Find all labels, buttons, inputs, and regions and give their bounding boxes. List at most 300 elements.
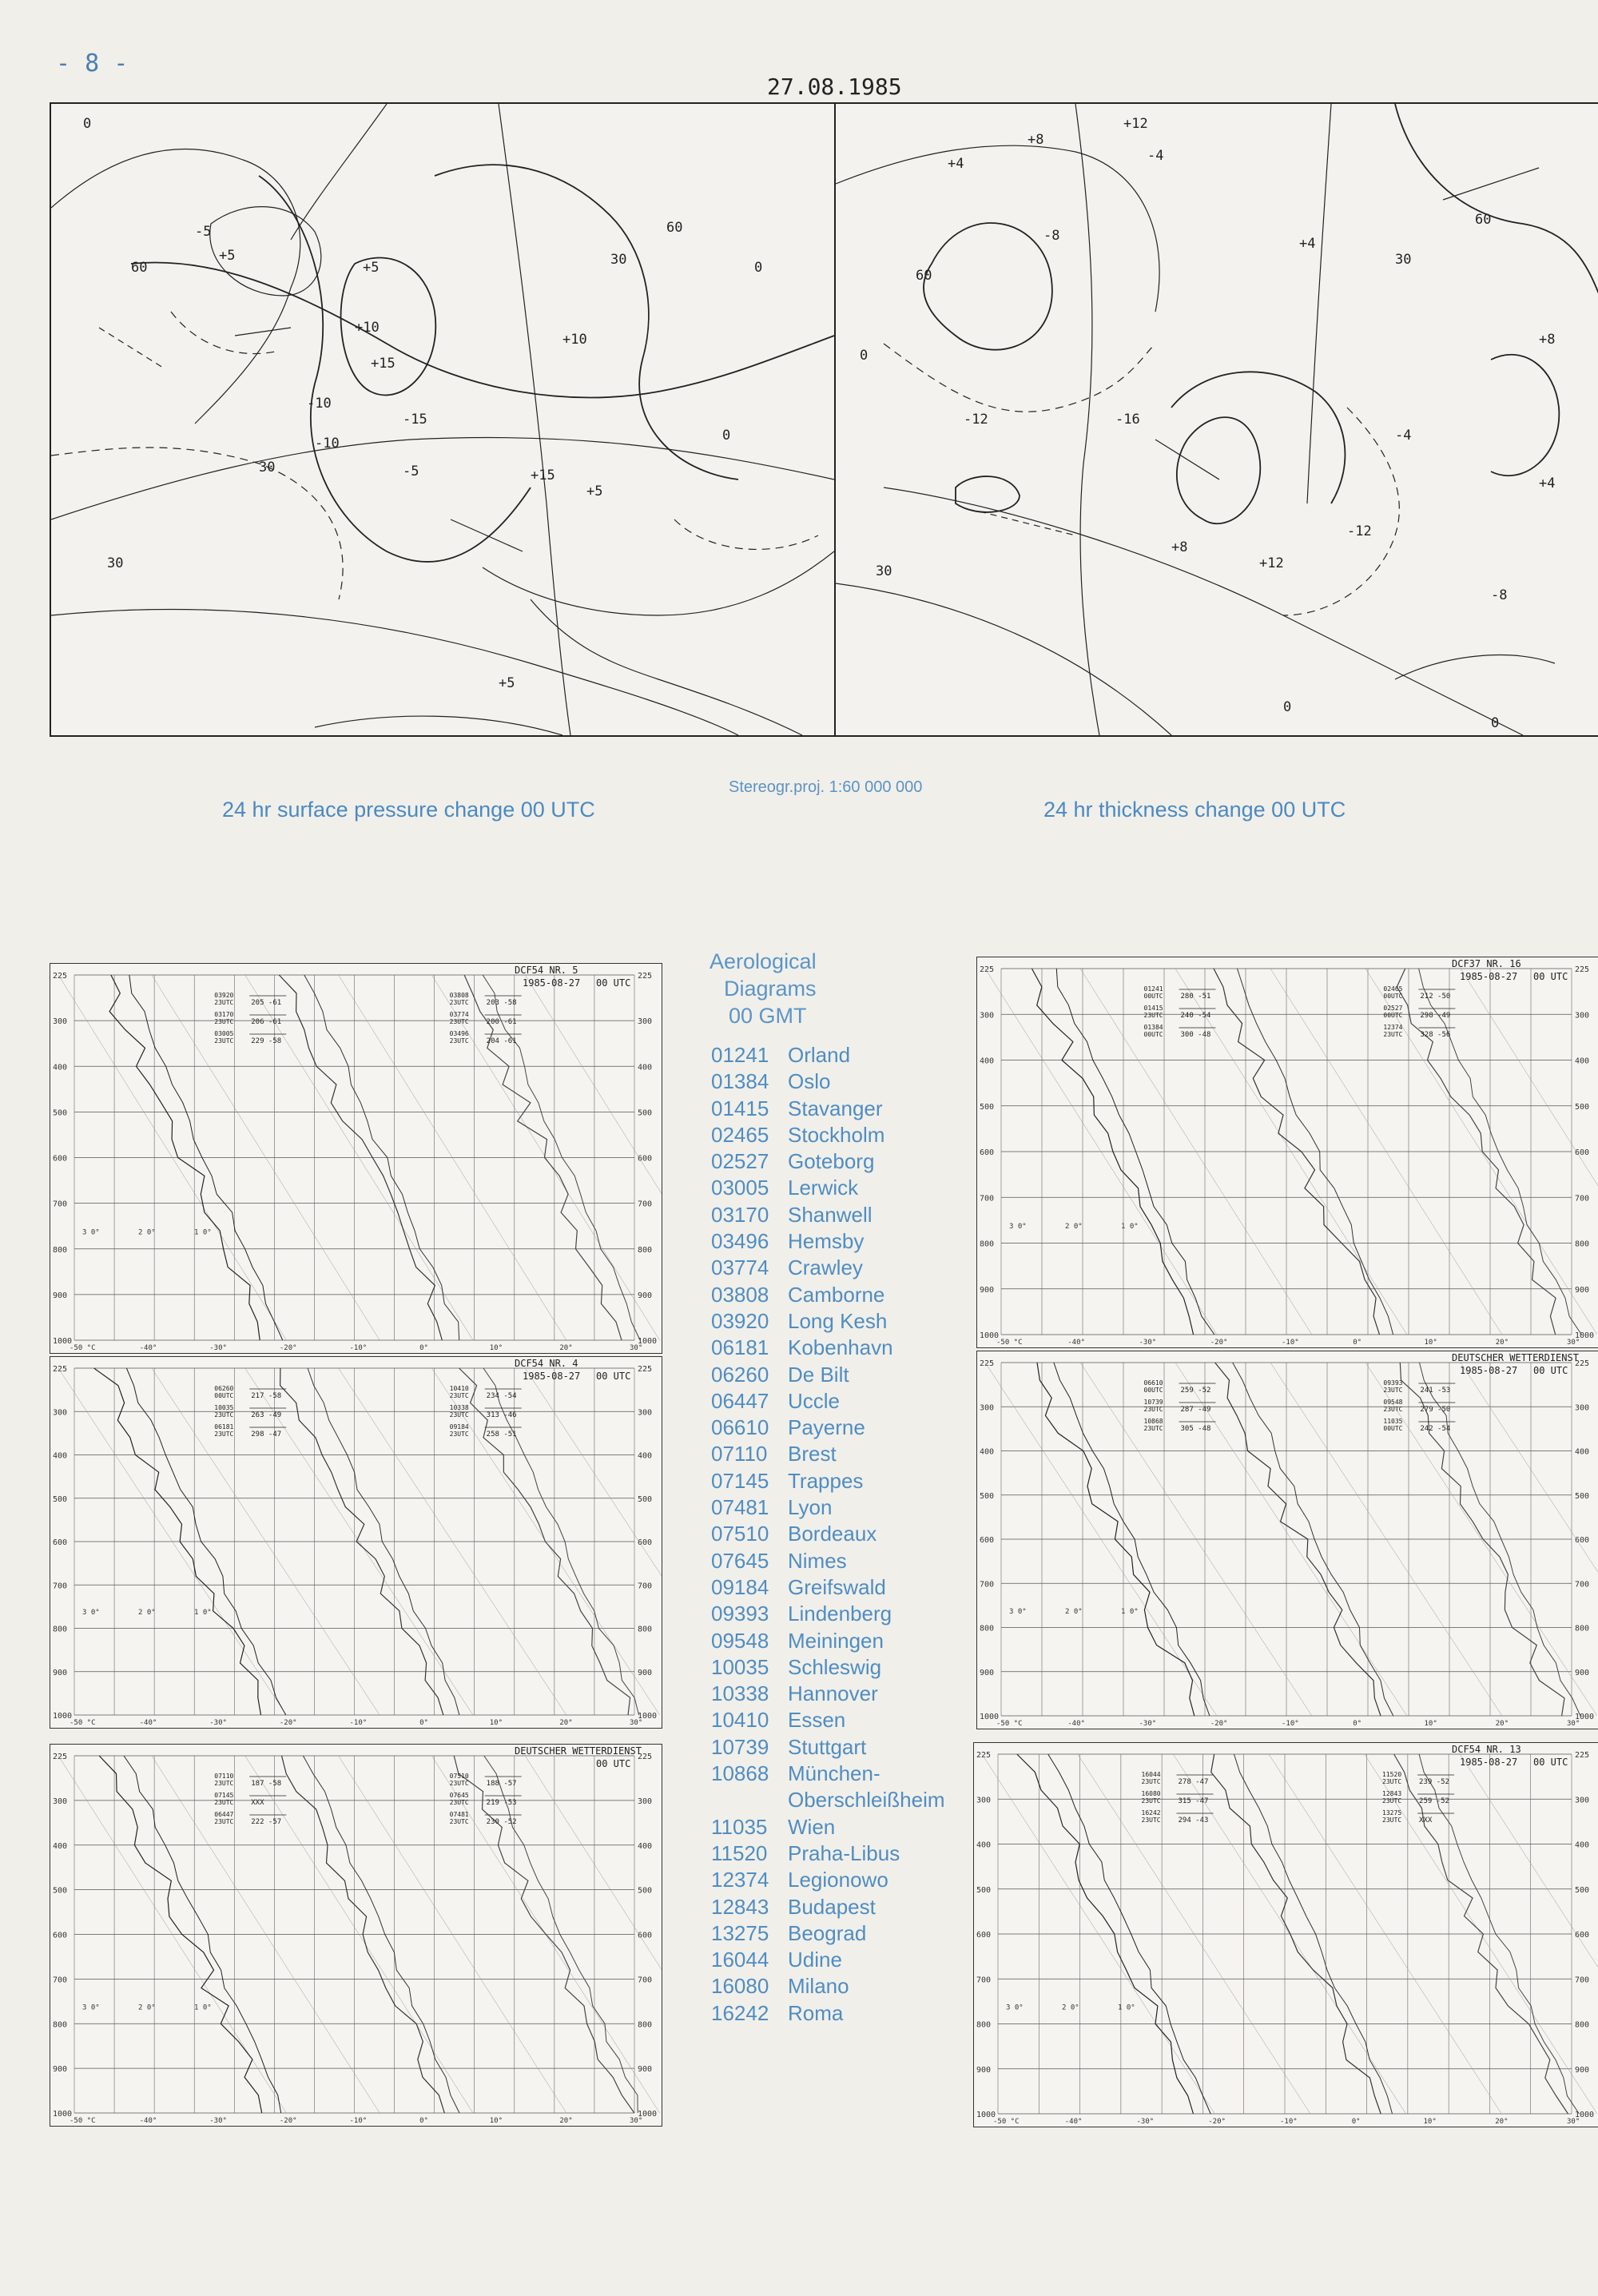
temperature-tick-label: -50 °C — [996, 1339, 1023, 1347]
temperature-tick-label: 10° — [1424, 1339, 1437, 1347]
temperature-tick-label: -10° — [1282, 1339, 1299, 1347]
map-label: -10 — [307, 396, 332, 412]
temperature-tick-label: -20° — [279, 1719, 297, 1727]
pressure-level-label: 600 — [53, 1538, 68, 1547]
pressure-level-label: 500 — [980, 1491, 995, 1501]
map-label: 60 — [1475, 212, 1492, 228]
station-box-value: 229 -58 — [251, 1037, 282, 1045]
pressure-level-label: 500 — [53, 1886, 68, 1896]
station-box-value: XXX — [251, 1799, 264, 1807]
diagram-drawing — [50, 1357, 662, 1728]
station-code: 03170 — [711, 1202, 769, 1227]
station-box-time: 23UTC — [1382, 1778, 1402, 1785]
station-list-item — [711, 1335, 945, 1361]
mixing-ratio-label: 3 0° — [1006, 2004, 1024, 2012]
pressure-level-label: 1000 — [1575, 2111, 1595, 2119]
station-code: 10410 — [711, 1708, 769, 1733]
pressure-level-label: 700 — [53, 1582, 68, 1591]
pressure-level-label: 600 — [638, 1538, 653, 1547]
station-code: 12843 — [711, 1894, 769, 1919]
isoline — [956, 476, 1020, 512]
aerological-diagram — [973, 1742, 1598, 2127]
temperature-tick-label: -10° — [349, 1344, 368, 1352]
station-list-item — [711, 1681, 945, 1707]
pressure-level-label: 225 — [53, 1365, 68, 1374]
station-name: Shanwell — [788, 1202, 873, 1227]
station-list-item — [711, 1096, 945, 1122]
temperature-tick-label: 30° — [630, 2117, 643, 2125]
station-code: 09184 — [711, 1574, 769, 1599]
diagram-date: 1985-08-27 — [1460, 1757, 1518, 1768]
pressure-level-label: 600 — [53, 1154, 68, 1164]
station-box-value: 278 -47 — [1178, 1778, 1209, 1786]
station-box-time: 23UTC — [214, 1018, 234, 1025]
pressure-level-label: 700 — [53, 1976, 68, 1985]
station-name: Long Kesh — [788, 1308, 888, 1333]
temperature-tick-label: -40° — [1067, 1720, 1085, 1728]
pressure-level-label: 400 — [53, 1841, 68, 1851]
mixing-ratio-label: 1 0° — [194, 2004, 212, 2012]
pressure-level-label: 500 — [53, 1494, 68, 1504]
station-box-value: 204 -61 — [486, 1037, 517, 1045]
map-label: -5 — [403, 464, 419, 479]
station-box-value: 234 -54 — [486, 1392, 517, 1400]
station-name: Wien — [788, 1814, 836, 1839]
map-label: 0 — [1491, 715, 1500, 731]
station-box-value: 259 -52 — [1419, 1797, 1449, 1805]
station-box-id: 11520 — [1382, 1771, 1402, 1778]
station-code: 10035 — [711, 1654, 769, 1679]
pressure-level-label: 225 — [53, 1753, 68, 1761]
page-number: - 8 - — [56, 50, 129, 78]
station-code: 11520 — [711, 1840, 768, 1865]
pressure-level-label: 400 — [638, 1451, 653, 1461]
pressure-level-label: 900 — [638, 2065, 653, 2075]
station-list — [711, 1042, 945, 2027]
pressure-level-label: 800 — [638, 1625, 653, 1634]
legend-title — [710, 948, 817, 1029]
station-name: Beograd — [788, 1920, 867, 1945]
station-box-value: 313 -46 — [486, 1411, 517, 1419]
map-label: +15 — [371, 356, 396, 372]
station-box-id: 10338 — [449, 1404, 469, 1411]
station-list-item — [711, 1707, 945, 1733]
station-box-value: 217 -58 — [251, 1392, 282, 1400]
station-box-time: 23UTC — [1383, 1031, 1403, 1038]
temperature-tick-label: -40° — [1064, 2118, 1083, 2126]
meridian — [1075, 104, 1099, 735]
station-list-item — [711, 1255, 945, 1281]
station-box-time: 00UTC — [214, 1392, 234, 1399]
pressure-level-label: 800 — [976, 2020, 992, 2030]
pressure-level-label: 700 — [53, 1200, 68, 1209]
temperature-tick-label: -50 °C — [70, 2117, 96, 2125]
station-box-id: 03005 — [214, 1030, 234, 1037]
station-box-time: 23UTC — [449, 1411, 469, 1419]
pressure-level-label: 700 — [980, 1580, 995, 1590]
pressure-level-label: 1000 — [1575, 1331, 1595, 1340]
station-name: De Bilt — [788, 1362, 849, 1387]
station-box-id: 02527 — [1383, 1005, 1403, 1012]
station-list-item — [711, 1601, 945, 1627]
pressure-level-label: 800 — [53, 2020, 68, 2030]
pressure-level-label: 1000 — [976, 2111, 996, 2119]
pressure-level-label: 600 — [1575, 1931, 1590, 1940]
temperature-tick-label: 30° — [630, 1719, 643, 1727]
station-box-time: 23UTC — [214, 1431, 234, 1438]
station-box-time: 23UTC — [449, 1780, 469, 1787]
station-box-time: 23UTC — [449, 1037, 469, 1045]
station-box-time: 00UTC — [1383, 993, 1403, 1000]
station-name: Payerne — [788, 1415, 865, 1440]
station-box-time: 00UTC — [1383, 1012, 1403, 1019]
pressure-level-label: 500 — [1575, 1102, 1590, 1112]
station-code: 06260 — [711, 1362, 769, 1387]
diagram-date: 1985-08-27 — [1460, 971, 1518, 982]
pressure-level-label: 300 — [53, 1797, 68, 1806]
pressure-level-label: 900 — [980, 1285, 995, 1295]
mixing-ratio-label: 3 0° — [82, 1609, 100, 1618]
pressure-level-label: 300 — [638, 1017, 653, 1027]
map-label: -15 — [403, 412, 427, 428]
temperature-tick-label: -30° — [209, 2117, 227, 2125]
station-code: 07481 — [711, 1495, 769, 1520]
station-box-id: 06447 — [214, 1811, 234, 1818]
pressure-level-label: 400 — [53, 1451, 68, 1461]
pressure-level-label: 700 — [638, 1582, 653, 1591]
pressure-level-label: 1000 — [980, 1713, 1000, 1721]
aerological-diagram — [50, 1744, 662, 2127]
legend-title-line: Diagrams — [724, 977, 817, 1001]
station-box-value: 206 -61 — [251, 1018, 282, 1026]
station-code: 02465 — [711, 1122, 769, 1147]
thickness-change-map — [834, 102, 1598, 737]
station-code: 09393 — [711, 1602, 769, 1626]
pressure-level-label: 300 — [53, 1408, 68, 1418]
station-box-value: 242 -54 — [1420, 1425, 1451, 1433]
thickness-map-caption: 24 hr thickness change 00 UTC — [1043, 798, 1346, 822]
pressure-level-label: 400 — [980, 1056, 995, 1066]
diagram-time: 00 UTC — [596, 1758, 631, 1769]
isoline — [924, 223, 1052, 350]
coastline — [51, 149, 300, 424]
mixing-ratio-label: 2 0° — [138, 1609, 156, 1618]
pressure-level-label: 900 — [638, 1291, 653, 1300]
station-name: Meiningen — [788, 1628, 884, 1653]
temperature-tick-label: -20° — [1210, 1339, 1228, 1347]
diagram-header: DEUTSCHER WETTERDIENST — [515, 1745, 642, 1757]
station-box-time: 23UTC — [1383, 1406, 1403, 1413]
temperature-tick-label: 0° — [419, 2117, 428, 2125]
temperature-tick-label: 30° — [1567, 2118, 1580, 2126]
temperature-tick-label: -10° — [349, 1719, 368, 1727]
station-box-id: 12374 — [1383, 1024, 1403, 1031]
track-arrow — [980, 511, 1075, 535]
coastline — [1395, 655, 1555, 679]
track-arrow — [235, 328, 291, 336]
isoline-dashed — [674, 519, 818, 549]
station-code: 16044 — [711, 1948, 769, 1972]
map-label: 0 — [754, 260, 763, 276]
station-box-time: 23UTC — [214, 1780, 234, 1787]
pressure-level-label: 300 — [1575, 1796, 1590, 1805]
station-code: 11035 — [711, 1814, 768, 1839]
station-box-id: 03774 — [449, 1011, 469, 1018]
parallel — [884, 487, 1523, 735]
station-name: Lindenberg — [788, 1602, 892, 1626]
pressure-level-label: 800 — [1575, 1240, 1590, 1249]
station-list-item — [711, 1920, 945, 1947]
temperature-tick-label: -30° — [1139, 1339, 1157, 1347]
pressure-level-label: 700 — [980, 1194, 995, 1204]
station-box-id: 16080 — [1141, 1790, 1161, 1797]
pressure-level-label: 1000 — [1575, 1713, 1595, 1721]
station-code: 03774 — [711, 1255, 769, 1280]
station-code: 02527 — [711, 1149, 769, 1174]
parallel — [51, 437, 834, 519]
diagram-date: 1985-08-27 — [523, 1371, 581, 1382]
station-box-value: 298 -49 — [1420, 1012, 1451, 1020]
station-list-item — [711, 1042, 945, 1068]
track-arrow — [99, 328, 163, 368]
pressure-level-label: 900 — [53, 1668, 68, 1677]
temperature-tick-label: -20° — [279, 1344, 297, 1352]
map-label: -12 — [964, 412, 988, 428]
station-list-item — [711, 1148, 945, 1175]
temperature-tick-label: -50 °C — [70, 1344, 96, 1352]
station-name: Orland — [788, 1043, 851, 1067]
mixing-ratio-label: 2 0° — [138, 2004, 156, 2012]
map-label: +10 — [562, 332, 587, 348]
legend-title-line: Aerological — [710, 949, 817, 973]
station-box-value: 230 -52 — [486, 1818, 517, 1826]
pressure-level-label: 800 — [53, 1245, 68, 1255]
mixing-ratio-label: 3 0° — [1009, 1607, 1027, 1616]
temperature-tick-label: 30° — [630, 1344, 643, 1352]
map-label: -16 — [1115, 412, 1140, 428]
station-box-time: 23UTC — [449, 1799, 469, 1806]
station-box-time: 23UTC — [449, 999, 469, 1006]
station-box-id: 12843 — [1382, 1790, 1402, 1797]
station-box-value: 328 -56 — [1420, 1031, 1451, 1039]
station-name: Roma — [788, 2000, 844, 2025]
pressure-level-label: 1000 — [638, 1337, 658, 1346]
station-list-item — [711, 1282, 945, 1308]
station-box-value: 279 -50 — [1420, 1406, 1451, 1414]
pressure-level-label: 800 — [980, 1240, 995, 1249]
pressure-level-label: 500 — [976, 1885, 992, 1895]
temperature-tick-label: 10° — [489, 1719, 503, 1727]
station-list-item — [711, 1122, 945, 1148]
pressure-level-label: 400 — [1575, 1840, 1590, 1850]
station-box-id: 03808 — [449, 992, 469, 999]
mixing-ratio-label: 3 0° — [82, 1228, 100, 1237]
diagram-header: DCF37 NR. 16 — [1452, 958, 1521, 969]
temperature-tick-label: 0° — [419, 1719, 428, 1727]
station-code: 03920 — [711, 1308, 769, 1333]
station-box-id: 09548 — [1383, 1399, 1403, 1406]
mixing-ratio-label: 1 0° — [1118, 2004, 1135, 2012]
station-code: 06610 — [711, 1415, 769, 1440]
station-name: Lyon — [788, 1495, 833, 1520]
aerological-diagram — [976, 1351, 1598, 1729]
station-box-id: 10035 — [214, 1404, 234, 1411]
isoline-dashed — [884, 344, 1155, 412]
pressure-level-label: 500 — [1575, 1491, 1590, 1501]
station-box-id: 06610 — [1143, 1379, 1163, 1387]
coastline — [531, 599, 802, 735]
station-name: Trappes — [788, 1468, 864, 1493]
station-list-item — [711, 1973, 945, 2000]
station-name: Hannover — [788, 1681, 878, 1706]
diagram-drawing — [50, 964, 662, 1353]
pressure-level-label: 600 — [980, 1536, 995, 1545]
map-label: +8 — [1028, 132, 1044, 148]
station-list-item — [711, 1787, 945, 1813]
mixing-ratio-label: 1 0° — [1121, 1223, 1139, 1232]
mixing-ratio-label: 2 0° — [1065, 1223, 1083, 1232]
temperature-tick-label: -20° — [1210, 1720, 1228, 1728]
temperature-tick-label: -30° — [209, 1719, 227, 1727]
station-code: 09548 — [711, 1628, 769, 1653]
temperature-tick-label: 20° — [559, 1719, 573, 1727]
pressure-level-label: 225 — [1575, 965, 1590, 974]
diagram-time: 00 UTC — [1533, 1757, 1568, 1768]
station-box-time: 23UTC — [214, 1037, 234, 1045]
pressure-level-label: 600 — [53, 1931, 68, 1940]
coastline — [836, 145, 1159, 312]
station-name: Milano — [788, 1974, 849, 1999]
isoline — [435, 165, 738, 479]
station-list-item — [711, 1628, 945, 1654]
station-list-item — [711, 1494, 945, 1521]
pressure-level-label: 800 — [1575, 1624, 1590, 1633]
pressure-level-label: 800 — [638, 1245, 653, 1255]
diagram-time: 00 UTC — [1533, 1365, 1568, 1376]
station-box-time: 23UTC — [214, 1411, 234, 1419]
pressure-level-label: 225 — [1575, 1359, 1590, 1368]
station-box-value: 300 -48 — [1180, 1031, 1211, 1039]
temperature-tick-label: 0° — [1353, 1720, 1362, 1728]
temperature-tick-label: 0° — [1351, 2118, 1361, 2126]
pressure-level-label: 800 — [980, 1624, 995, 1633]
station-list-item — [711, 1362, 945, 1388]
temperature-tick-label: -30° — [1139, 1720, 1157, 1728]
pressure-level-label: 400 — [1575, 1447, 1590, 1457]
station-box-value: XXX — [1419, 1817, 1433, 1824]
pressure-level-label: 400 — [976, 1840, 992, 1850]
surface-pressure-change-map — [50, 102, 836, 737]
pressure-level-label: 1000 — [53, 1337, 73, 1346]
station-list-item — [711, 1761, 945, 1787]
station-list-item — [711, 1441, 945, 1467]
station-box-time: 23UTC — [1141, 1797, 1161, 1805]
temperature-tick-label: 10° — [1424, 1720, 1437, 1728]
isoline — [315, 716, 562, 735]
station-box-id: 07481 — [449, 1811, 469, 1818]
pressure-level-label: 225 — [1575, 1751, 1590, 1760]
temperature-tick-label: -50 °C — [996, 1720, 1023, 1728]
station-box-time: 23UTC — [449, 1431, 469, 1438]
pressure-level-label: 500 — [53, 1108, 68, 1118]
station-list-item — [711, 1308, 945, 1335]
map-label: -12 — [1347, 523, 1372, 539]
station-name: Nimes — [788, 1548, 847, 1573]
station-box-id: 10410 — [449, 1385, 469, 1392]
station-box-id: 01384 — [1143, 1024, 1163, 1031]
map-label: +5 — [499, 675, 515, 691]
station-box-id: 13275 — [1382, 1809, 1402, 1817]
station-name: Camborne — [788, 1282, 885, 1307]
pressure-level-label: 225 — [53, 972, 68, 981]
map-label: 30 — [107, 555, 124, 571]
temperature-tick-label: -10° — [349, 2117, 368, 2125]
station-list-item — [711, 2000, 945, 2027]
parallel — [836, 583, 1171, 735]
station-box-time: 23UTC — [1141, 1817, 1161, 1824]
pressure-level-label: 300 — [1575, 1011, 1590, 1021]
map-label: -4 — [1147, 148, 1164, 164]
pressure-level-label: 700 — [976, 1976, 992, 1985]
station-box-value: 294 -43 — [1178, 1817, 1209, 1824]
station-name: Greifswald — [788, 1574, 886, 1599]
coastline — [483, 551, 834, 615]
pressure-level-label: 900 — [980, 1668, 995, 1677]
pressure-level-label: 225 — [980, 1359, 995, 1368]
projection-note: Stereogr.proj. 1:60 000 000 — [729, 778, 923, 796]
pressure-level-label: 600 — [980, 1148, 995, 1157]
pressure-level-label: 500 — [638, 1886, 653, 1896]
pressure-level-label: 300 — [638, 1408, 653, 1418]
diagram-drawing — [977, 1351, 1598, 1729]
pressure-level-label: 300 — [980, 1011, 995, 1021]
station-box-value: 219 -53 — [486, 1799, 517, 1807]
map-label: 60 — [666, 220, 683, 236]
map-label: -10 — [315, 436, 340, 452]
station-box-time: 00UTC — [1143, 993, 1163, 1000]
pressure-level-label: 600 — [976, 1931, 992, 1940]
mixing-ratio-label: 3 0° — [1009, 1223, 1027, 1232]
map-label: 30 — [1395, 252, 1412, 268]
station-name: Lerwick — [788, 1176, 859, 1200]
map-label: +4 — [948, 156, 964, 172]
station-box-time: 23UTC — [1143, 1012, 1163, 1019]
diagram-header: DEUTSCHER WETTERDIENST — [1452, 1352, 1579, 1363]
pressure-level-label: 300 — [53, 1017, 68, 1027]
station-name: Kobenhavn — [788, 1335, 893, 1360]
pressure-level-label: 225 — [980, 965, 995, 974]
station-name: Goteborg — [788, 1149, 875, 1174]
station-box-time: 00UTC — [1143, 1031, 1163, 1038]
map-label: +10 — [355, 320, 380, 336]
station-box-time: 00UTC — [1143, 1387, 1163, 1394]
station-box-id: 03920 — [214, 992, 234, 999]
station-box-time: 23UTC — [214, 1799, 234, 1806]
temperature-tick-label: 20° — [559, 1344, 573, 1352]
pressure-level-label: 500 — [1575, 1885, 1590, 1895]
station-box-value: 203 -58 — [486, 999, 517, 1007]
diagram-drawing — [977, 957, 1598, 1347]
map-label: +5 — [363, 260, 380, 276]
station-list-item — [711, 1068, 945, 1095]
station-box-id: 06181 — [214, 1423, 234, 1431]
map-label: +15 — [531, 468, 555, 483]
temperature-tick-label: 20° — [1495, 1720, 1509, 1728]
station-list-item — [711, 1947, 945, 1973]
pressure-level-label: 400 — [638, 1841, 653, 1851]
pressure-level-label: 300 — [1575, 1403, 1590, 1413]
pressure-level-label: 900 — [638, 1668, 653, 1677]
